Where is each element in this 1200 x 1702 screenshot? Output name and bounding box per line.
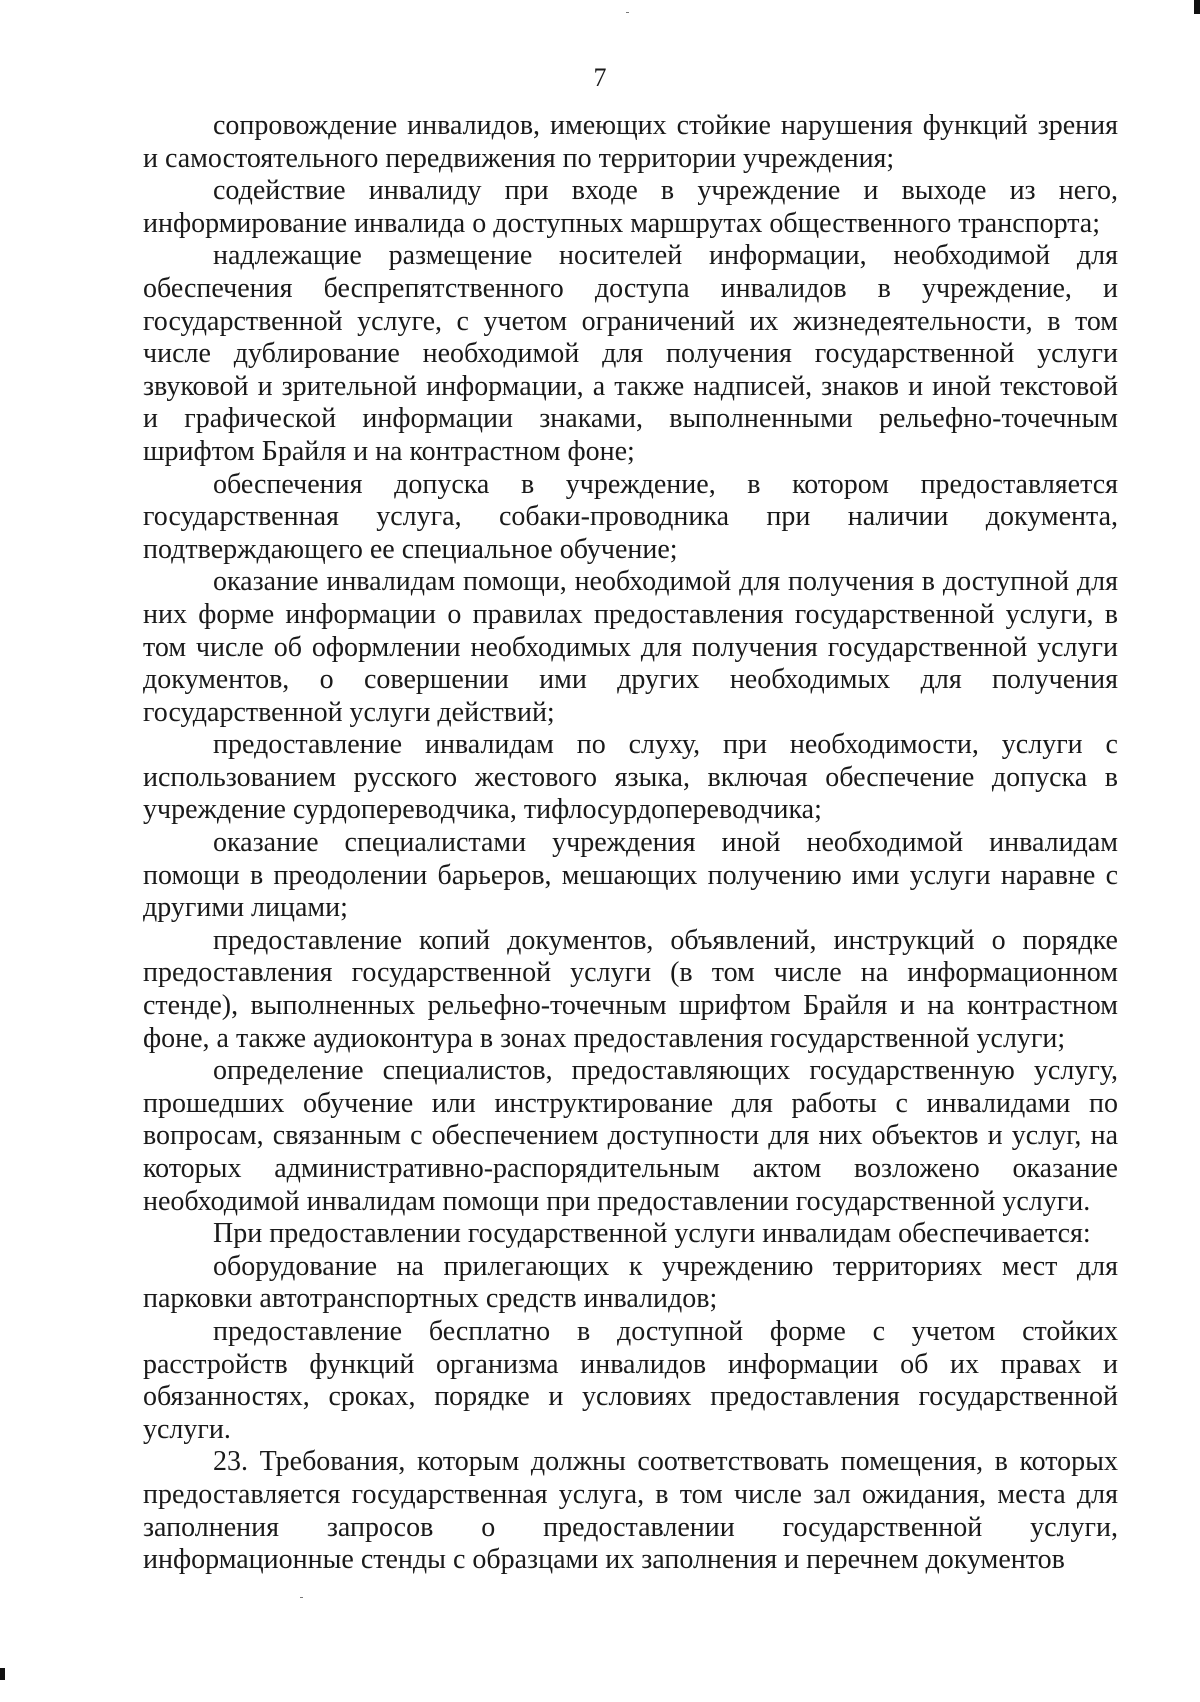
paragraph: сопровождение инвалидов, имеющих стойкие нарушения функций зрения и самостоятельного передвижения по территории учреждения; (143, 110, 1118, 174)
paragraph: содействие инвалиду при входе в учреждение и выходе из него, информирование инвалида о доступных маршрутах общественного транспорта; (143, 175, 1118, 239)
paragraph: надлежащие размещение носителей информации, необходимой для обеспечения беспрепятственного доступа инвалидов в учреждение, и государственной услуге, с учетом ограничений их жизнедеятельности, в том числе дублирование необходимой для получения государственной услуги звуковой и зрительной информации, а также надписей, знаков и иной текстовой и графической информации знаками, выполненными рельефно-точечным шрифтом Брайля и на контрастном фоне; (143, 240, 1118, 467)
scan-speck (300, 1597, 303, 1598)
document-body (143, 110, 1118, 1577)
paragraph: предоставление бесплатно в доступной форме с учетом стойких расстройств функций организма инвалидов информации об их правах и обязанностях, сроках, порядке и условиях предоставления государственной услуги. (143, 1315, 1118, 1445)
paragraph: оказание инвалидам помощи, необходимой для получения в доступной для них форме информации о правилах предоставления государственной услуги, в том числе об оформлении необходимых для получения государственной услуги документов, о совершении ими других необходимых для получения государственной услуги действий; (143, 566, 1118, 728)
paragraph: При предоставлении государственной услуги инвалидам обеспечивается: (213, 1218, 1091, 1250)
paragraph: предоставление инвалидам по слуху, при необходимости, услуги с использованием русского жестового языка, включая обеспечение допуска в учреждение сурдопереводчика, тифлосурдопереводчика; (143, 729, 1118, 826)
paragraph: определение специалистов, предоставляющих государственную услугу, прошедших обучение или инструктирование для работы с инвалидами по вопросам, связанным с обеспечением доступности для них объектов и услуг, на которых административно-распорядительным актом возложено оказание необходимой инвалидам помощи при предоставлении государственной услуги. (143, 1055, 1118, 1217)
paragraph: обеспечения допуска в учреждение, в котором предоставляется государственная услуга, собаки-проводника при наличии документа, подтверждающего ее специальное обучение; (143, 468, 1118, 565)
scan-edge-mark (1194, 0, 1200, 14)
paragraph: оказание специалистами учреждения иной необходимой инвалидам помощи в преодолении барьеров, мешающих получению ими услуги наравне с другими лицами; (143, 827, 1118, 924)
scan-edge-mark (0, 1668, 5, 1680)
page-number: 7 (593, 63, 607, 92)
paragraph: 23. Требования, которым должны соответствовать помещения, в которых предоставляется государственная услуга, в том числе зал ожидания, места для заполнения запросов о предоставлении государственной услуги, информационные стенды с образцами их заполнения и перечнем документов (143, 1446, 1118, 1576)
paragraph: предоставление копий документов, объявлений, инструкций о порядке предоставления государственной услуги (в том числе на информационном стенде), выполненных рельефно-точечным шрифтом Брайля и на контрастном фоне, а также аудиоконтура в зонах предоставления государственной услуги; (143, 924, 1118, 1054)
scan-speck (626, 12, 629, 13)
paragraph: оборудование на прилегающих к учреждению территориях мест для парковки автотранспортных средств инвалидов; (143, 1250, 1118, 1315)
